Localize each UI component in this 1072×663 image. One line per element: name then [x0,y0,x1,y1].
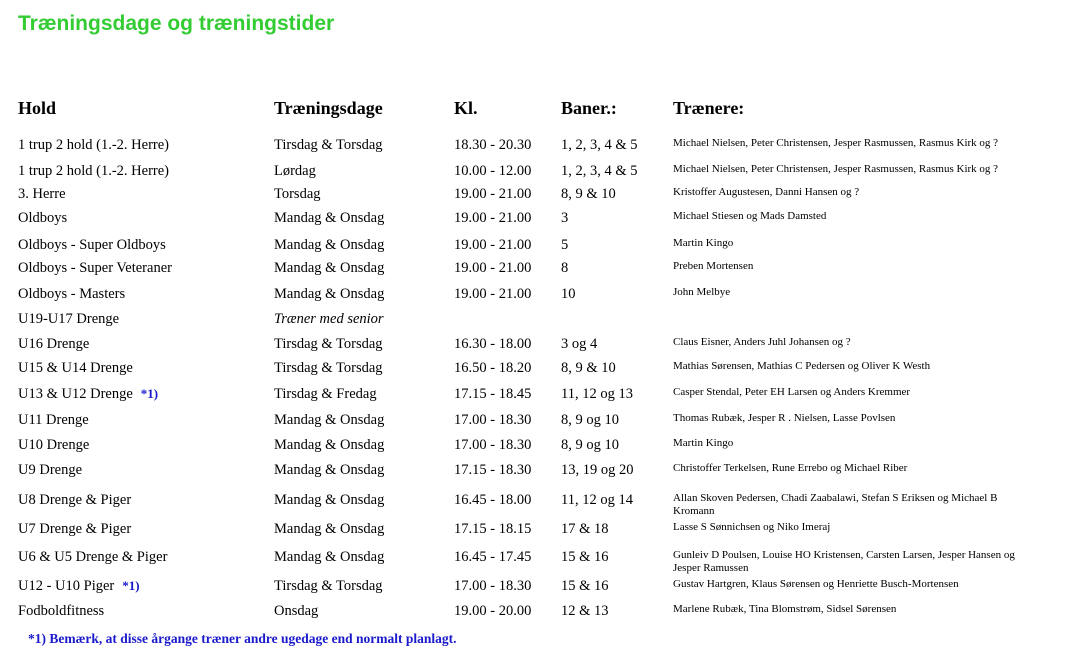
cell-traenere: Casper Stendal, Peter EH Larsen og Anders Kremmer [673,386,911,398]
hold-label: U12 - U10 Piger [18,578,115,594]
cell-baner: 8, 9 & 10 [561,186,616,202]
cell-baner: 10 [561,286,576,302]
cell-traeningsdage: Mandag & Onsdag [274,437,385,453]
hold-label: U13 & U12 Drenge [18,386,133,402]
cell-baner: 8, 9 og 10 [561,437,619,453]
cell-hold [18,186,66,203]
cell-traenere: Michael Nielsen, Peter Christensen, Jesper Rasmussen, Rasmus Kirk og ? [673,163,999,175]
hold-label: U7 Drenge & Piger [18,521,132,537]
header-hold: Hold [18,98,57,118]
cell-traenere: Marlene Rubæk, Tina Blomstrøm, Sidsel Sørensen [673,603,897,615]
cell-baner: 8, 9 og 10 [561,412,619,428]
hold-label: 1 trup 2 hold (1.-2. Herre) [18,163,169,179]
hold-label: Oldboys [18,210,68,226]
cell-hold [18,260,172,277]
footnote-marker: *1) [122,578,140,593]
cell-hold [18,492,131,509]
cell-baner: 1, 2, 3, 4 & 5 [561,137,638,153]
cell-traenere: Christoffer Terkelsen, Rune Errebo og Michael Riber [673,462,908,474]
cell-hold [18,286,125,303]
cell-kl: 19.00 - 21.00 [454,237,532,253]
cell-traenere: Gustav Hartgren, Klaus Sørensen og Henriette Busch-Mortensen [673,578,959,590]
cell-kl: 17.15 - 18.45 [454,386,532,402]
cell-hold [18,137,169,154]
cell-hold [18,549,167,566]
cell-traeningsdage: Mandag & Onsdag [274,549,385,565]
cell-kl: 17.15 - 18.30 [454,462,532,478]
cell-traeningsdage: Tirsdag & Torsdag [274,336,383,352]
cell-baner: 15 & 16 [561,578,609,594]
cell-traeningsdage: Mandag & Onsdag [274,462,385,478]
cell-kl: 17.00 - 18.30 [454,437,532,453]
cell-baner: 17 & 18 [561,521,609,537]
cell-traenere: Mathias Sørensen, Mathias C Pedersen og Oliver K Westh [673,360,931,372]
cell-traenere: Gunleiv D Poulsen, Louise HO Kristensen, Carsten Larsen, Jesper Hansen og Jesper Ramussen [673,549,1015,574]
cell-hold [18,210,67,227]
cell-hold [18,437,89,454]
cell-kl: 10.00 - 12.00 [454,163,532,179]
cell-traenere: Claus Eisner, Anders Juhl Johansen og ? [673,336,851,348]
cell-kl: 19.00 - 21.00 [454,286,532,302]
header-traenere: Trænere: [673,98,745,118]
cell-traeningsdage: Mandag & Onsdag [274,412,385,428]
cell-kl: 19.00 - 21.00 [454,210,532,226]
cell-traenere: Lasse S Sønnichsen og Niko Imeraj [673,521,831,533]
cell-baner: 1, 2, 3, 4 & 5 [561,163,638,179]
cell-baner: 3 [561,210,569,226]
cell-traenere: Thomas Rubæk, Jesper R . Nielsen, Lasse Povlsen [673,412,896,424]
cell-hold [18,336,89,353]
cell-traeningsdage: Torsdag [274,186,321,202]
cell-traeningsdage: Mandag & Onsdag [274,260,385,276]
hold-label: U9 Drenge [18,462,83,478]
cell-hold [18,237,166,254]
hold-label: U16 Drenge [18,336,90,352]
cell-traeningsdage: Mandag & Onsdag [274,492,385,508]
cell-baner: 11, 12 og 13 [561,386,633,402]
cell-traeningsdage: Onsdag [274,603,319,619]
cell-hold [18,311,119,328]
cell-hold [18,163,169,180]
cell-hold [18,412,89,429]
cell-baner: 8 [561,260,569,276]
cell-kl: 17.00 - 18.30 [454,412,532,428]
cell-traeningsdage: Tirsdag & Torsdag [274,578,383,594]
cell-baner: 12 & 13 [561,603,609,619]
cell-baner: 15 & 16 [561,549,609,565]
cell-hold [18,360,133,377]
page-title: Træningsdage og træningstider [18,12,335,35]
hold-label: Oldboys - Super Oldboys [18,237,166,253]
hold-label: U15 & U14 Drenge [18,360,133,376]
cell-kl: 16.50 - 18.20 [454,360,532,376]
hold-label: U10 Drenge [18,437,90,453]
cell-kl: 17.15 - 18.15 [454,521,532,537]
hold-label: U11 Drenge [18,412,89,428]
cell-hold [18,578,140,595]
cell-traenere: Martin Kingo [673,237,734,249]
cell-kl: 16.30 - 18.00 [454,336,532,352]
cell-traeningsdage: Mandag & Onsdag [274,286,385,302]
hold-label: Oldboys - Masters [18,286,126,302]
cell-kl: 19.00 - 20.00 [454,603,532,619]
cell-kl: 16.45 - 18.00 [454,492,532,508]
cell-baner: 13, 19 og 20 [561,462,634,478]
hold-label: U6 & U5 Drenge & Piger [18,549,168,565]
cell-traenere: Martin Kingo [673,437,734,449]
cell-traenere: Michael Stiesen og Mads Damsted [673,210,827,222]
hold-label: 1 trup 2 hold (1.-2. Herre) [18,137,169,153]
cell-hold [18,521,131,538]
cell-traeningsdage: Tirsdag & Torsdag [274,137,383,153]
cell-traeningsdage: Tirsdag & Fredag [274,386,377,402]
cell-traeningsdage: Træner med senior [274,311,384,327]
cell-kl: 19.00 - 21.00 [454,186,532,202]
cell-baner: 11, 12 og 14 [561,492,633,508]
cell-kl: 19.00 - 21.00 [454,260,532,276]
cell-baner: 8, 9 & 10 [561,360,616,376]
cell-hold [18,462,82,479]
hold-label: Oldboys - Super Veteraner [18,260,172,276]
cell-hold [18,603,104,620]
cell-kl: 16.45 - 17.45 [454,549,532,565]
cell-traenere: Preben Mortensen [673,260,754,272]
header-baner: Baner.: [561,98,617,118]
cell-baner: 3 og 4 [561,336,598,352]
cell-traenere: Kristoffer Augustesen, Danni Hansen og ? [673,186,860,198]
cell-kl: 17.00 - 18.30 [454,578,532,594]
cell-traenere: Allan Skoven Pedersen, Chadi Zaabalawi, Stefan S Eriksen og Michael B Kromann [673,492,998,517]
hold-label: Fodboldfitness [18,603,105,619]
hold-label: U19-U17 Drenge [18,311,120,327]
footnote: *1) Bemærk, at disse årgange træner andre ugedage end normalt planlagt. [28,631,457,646]
header-kl: Kl. [454,98,478,118]
cell-traenere: Michael Nielsen, Peter Christensen, Jesper Rasmussen, Rasmus Kirk og ? [673,137,999,149]
hold-label: U8 Drenge & Piger [18,492,132,508]
cell-traeningsdage: Tirsdag & Torsdag [274,360,383,376]
header-traeningsdage: Træningsdage [274,98,383,118]
cell-kl: 18.30 - 20.30 [454,137,532,153]
cell-traeningsdage: Mandag & Onsdag [274,210,385,226]
footnote-marker: *1) [140,386,159,401]
cell-baner: 5 [561,237,569,253]
cell-hold [18,386,158,403]
cell-traenere: John Melbye [673,286,731,298]
cell-traeningsdage: Mandag & Onsdag [274,521,385,537]
hold-label: 3. Herre [18,186,66,202]
cell-traeningsdage: Mandag & Onsdag [274,237,385,253]
cell-traeningsdage: Lørdag [274,163,316,179]
